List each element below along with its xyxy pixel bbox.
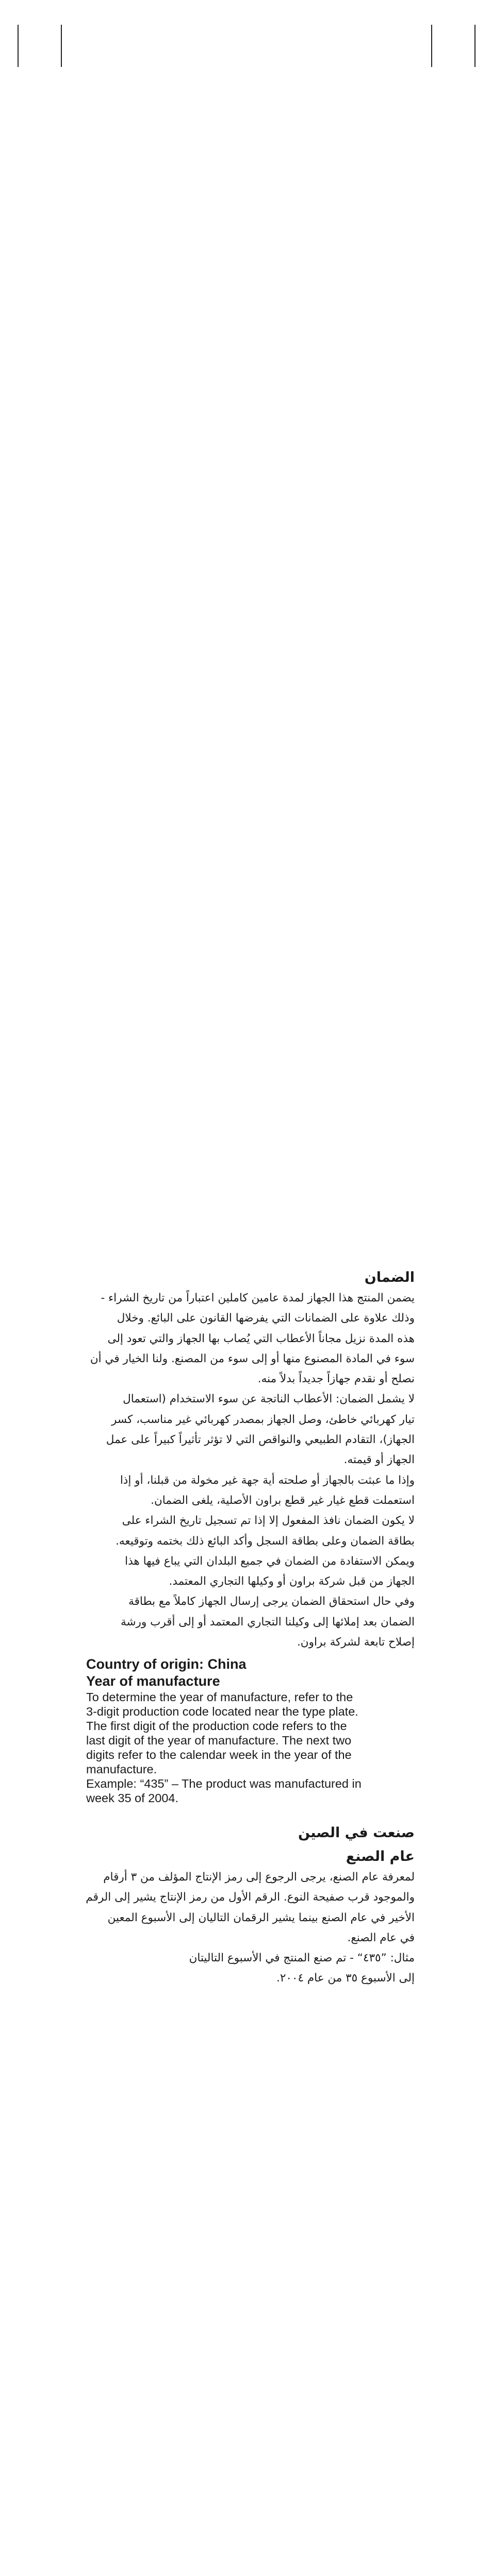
country-of-origin-heading-ar: صنعت في الصين — [298, 1825, 415, 1841]
manufacture-line-ar: لمعرفة عام الصنع، يرجى الرجوع إلى رمز الإنتاج المؤلف من ٣ أرقام — [103, 1871, 415, 1884]
guarantee-line: استعملت قطع غيار غير قطع براون الأصلية، يلغى الضمان. — [151, 1494, 415, 1507]
guarantee-body — [74, 1288, 415, 1652]
guarantee-line: الجهاز أو قيمته. — [343, 1453, 415, 1467]
guarantee-line: ويمكن الاستفادة من الضمان في جميع البلدان التي يباع فيها هذا — [125, 1554, 415, 1568]
year-of-manufacture-heading: Year of manufacture — [86, 1673, 220, 1689]
manufacture-line-ar: مثال: ”٤٣٥“ - تم صنع المنتج في الأسبوع التاليتان — [189, 1952, 415, 1965]
year-of-manufacture-body-ar — [74, 1867, 415, 1989]
year-of-manufacture-body — [86, 1690, 416, 1805]
guarantee-title: الضمان — [364, 1269, 415, 1285]
origin-section-ar — [74, 1823, 415, 1989]
guarantee-line: تيار كهربائي خاطئ، وصل الجهاز بمصدر كهربائي غير مناسب، كسر — [111, 1413, 415, 1426]
guarantee-section — [74, 1267, 415, 1652]
guarantee-line: سوء في المادة المصنوع منها أو إلى سوء من المصنع. ولنا الخيار في أن — [90, 1352, 415, 1365]
crop-mark-top-right-inner — [431, 25, 432, 67]
guarantee-line: يضمن المنتج هذا الجهاز لمدة عامين كاملين اعتباراً من تاريخ الشراء - — [101, 1292, 415, 1304]
guarantee-line: لا يكون الضمان نافذ المفعول إلا إذا تم تسجيل تاريخ الشراء على — [122, 1514, 415, 1528]
guarantee-line: إصلاح تابعة لشركة براون. — [297, 1636, 415, 1649]
manufacture-line-ar: والموجود قرب صفيحة النوع. الرقم الأول من رمز الإنتاج يشير إلى الرقم — [86, 1891, 415, 1904]
manufacture-line: 3-digit production code located near the type plate. — [86, 1705, 358, 1718]
guarantee-line: وذلك علاوة على الضمانات التي يفرضها القانون على البائع. وخلال — [117, 1312, 415, 1325]
manufacture-line-ar: الأخير في عام الصنع بينما يشير الرقمان التاليان إلى الأسبوع المعين — [107, 1911, 415, 1924]
guarantee-line: وإذا ما عبثت بالجهاز أو صلحته أية جهة غير مخولة من قبلنا، أو إذا — [120, 1473, 415, 1487]
guarantee-line: بطاقة الضمان وعلى بطاقة السجل وأكد البائع ذلك بختمه وتوقيعه. — [116, 1534, 415, 1548]
manufacture-line: To determine the year of manufacture, refer to the — [86, 1690, 353, 1704]
manufacture-line: manufacture. — [86, 1762, 157, 1776]
guarantee-line: الضمان بعد إملائها إلى وكيلنا التجاري المعتمد أو إلى أقرب ورشة — [120, 1615, 415, 1629]
manufacture-line-ar: في عام الصنع. — [347, 1931, 415, 1944]
crop-mark-top-left-inner — [61, 25, 62, 67]
guarantee-line: هذه المدة نزيل مجاناً الأعطاب التي يُصاب بها الجهاز والتي تعود إلى — [107, 1332, 415, 1345]
crop-mark-top-left — [18, 25, 19, 67]
guarantee-line: الجهاز من قبل شركة براون أو وكيلها التجاري المعتمد. — [169, 1575, 415, 1588]
crop-mark-top-right — [474, 25, 475, 67]
guarantee-line: نصلح أو نقدم جهازاً جديداً بدلاً منه. — [257, 1372, 415, 1386]
manufacture-line: The first digit of the production code refers to the — [86, 1719, 347, 1733]
country-of-origin-heading: Country of origin: China — [86, 1656, 247, 1672]
year-of-manufacture-heading-ar: عام الصنع — [346, 1849, 415, 1865]
manufacture-line: Example: “435” – The product was manufactured in — [86, 1777, 362, 1790]
manufacture-line: last digit of the year of manufacture. The next two — [86, 1734, 352, 1747]
origin-section-en — [86, 1656, 416, 1805]
manufacture-line-ar: إلى الأسبوع ٣٥ من عام ٢٠٠٤. — [276, 1972, 415, 1985]
manufacture-line: week 35 of 2004. — [86, 1791, 178, 1805]
guarantee-line: وفي حال استحقاق الضمان يرجى إرسال الجهاز كاملاً مع بطاقة — [128, 1595, 415, 1608]
guarantee-line: الجهاز)، التقادم الطبيعي والنواقص التي لا تؤثر تأثيراً كبيراً على عمل — [106, 1433, 415, 1447]
guarantee-line: لا يشمل الضمان: الأعطاب الناتجة عن سوء الاستخدام (استعمال — [123, 1393, 415, 1406]
manufacture-line: digits refer to the calendar week in the year of the — [86, 1748, 352, 1761]
